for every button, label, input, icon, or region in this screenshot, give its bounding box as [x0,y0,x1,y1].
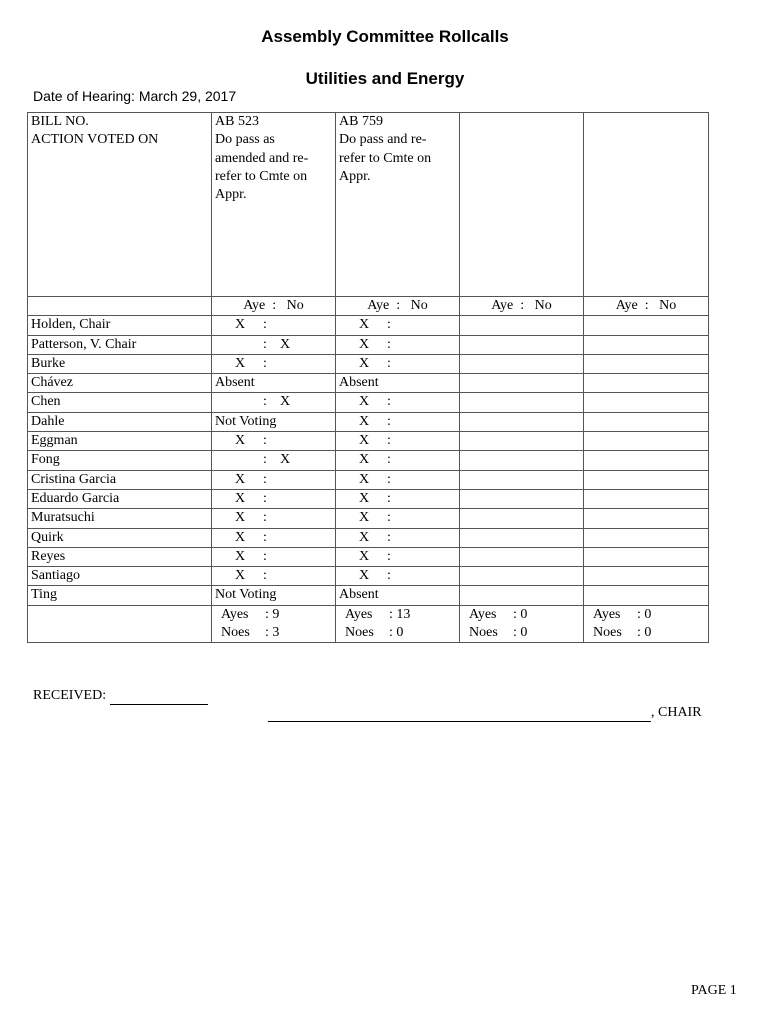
vote-cell [584,489,709,508]
separator: : [263,471,267,487]
vote-cell [336,335,460,354]
separator: : [637,606,641,622]
vote-cell [460,586,584,605]
aye-mark: X [358,355,370,371]
bill-column-header [212,113,336,297]
separator: : [387,317,391,333]
empty-cell [28,297,212,316]
noes-count: 0 [520,625,528,641]
ayes-label: Ayes [469,606,497,622]
aye-mark: X [358,413,370,429]
member-row [28,451,709,470]
member-name: Burke [28,354,212,373]
vote-cell [336,567,460,586]
aye-no-header-row [28,297,709,316]
vote-cell [212,470,336,489]
vote-cell [460,374,584,393]
separator: : [263,490,267,506]
separator: : [263,510,267,526]
vote-marks [212,451,335,469]
vote-cell [336,509,460,528]
vote-cell [212,489,336,508]
member-name: Patterson, V. Chair [28,335,212,354]
vote-cell [584,412,709,431]
separator: : [520,298,525,313]
vote-cell [336,470,460,489]
vote-marks [336,413,459,431]
vote-cell [212,586,336,605]
bill-label-cell [28,113,212,297]
vote-marks [336,336,459,354]
member-row [28,547,709,566]
bill-no-label: BILL NO. [31,114,89,129]
aye-mark: X [234,548,246,564]
received-blank [110,688,208,705]
separator: : [263,548,267,564]
noes-count: 0 [644,625,652,641]
vote-cell [212,393,336,412]
ayes-count: 9 [272,606,280,622]
vote-marks [212,316,335,334]
vote-marks [336,490,459,508]
noes-total [215,624,332,642]
member-row [28,335,709,354]
separator: : [263,529,267,545]
vote-marks [212,548,335,566]
vote-cell [460,547,584,566]
aye-mark: X [358,548,370,564]
bill-header-row [28,113,709,297]
vote-cell [212,567,336,586]
aye-no-header [336,297,460,316]
separator: : [265,606,269,622]
vote-cell [212,412,336,431]
separator: : [387,452,391,468]
chair-label: , CHAIR [651,705,702,720]
separator: : [389,606,393,622]
noes-label: Noes [593,625,622,641]
totals-cell [584,605,709,643]
member-row [28,509,709,528]
separator: : [263,394,267,410]
vote-cell [212,547,336,566]
member-row [28,393,709,412]
member-row [28,432,709,451]
noes-label: Noes [469,625,498,641]
member-name: Chen [28,393,212,412]
aye-no-header [212,297,336,316]
vote-cell [460,335,584,354]
separator: : [387,336,391,352]
aye-label: Aye [615,298,638,313]
hearing-date: Date of Hearing: March 29, 2017 [33,88,237,104]
member-row [28,586,709,605]
vote-cell [460,509,584,528]
vote-status: Not Voting [215,413,277,429]
action-voted-label: ACTION VOTED ON [31,132,159,148]
separator: : [263,336,267,352]
separator: : [644,298,649,313]
no-label: No [659,298,677,313]
vote-status: Not Voting [215,587,277,603]
chair-signature-line [268,705,702,722]
aye-mark: X [358,510,370,526]
vote-cell [336,489,460,508]
member-row [28,528,709,547]
noes-label: Noes [345,625,374,641]
no-label: No [534,298,552,313]
vote-status: Absent [339,375,379,391]
vote-status: Absent [215,375,255,391]
vote-cell [584,509,709,528]
member-row [28,567,709,586]
bill-action: Do pass and re-refer to Cmte on Appr. [339,132,432,184]
member-row [28,412,709,431]
separator: : [387,510,391,526]
separator: : [265,625,269,641]
aye-no-header [460,297,584,316]
vote-cell [460,489,584,508]
member-name: Reyes [28,547,212,566]
bill-column-header [336,113,460,297]
separator: : [387,355,391,371]
aye-mark: X [234,568,246,584]
ayes-total [339,606,456,624]
vote-cell [584,547,709,566]
member-row [28,470,709,489]
vote-cell [212,335,336,354]
ayes-count: 13 [396,606,411,622]
vote-cell [336,528,460,547]
vote-marks [212,567,335,585]
bill-column-header [584,113,709,297]
separator: : [637,625,641,641]
aye-mark: X [358,317,370,333]
member-name: Chávez [28,374,212,393]
noes-label: Noes [221,625,250,641]
totals-row [28,605,709,643]
vote-cell [584,528,709,547]
separator: : [513,606,517,622]
vote-cell [460,354,584,373]
totals-cell [336,605,460,643]
noes-count: 0 [396,625,404,641]
vote-cell [336,393,460,412]
aye-no-header [584,297,709,316]
member-name: Fong [28,451,212,470]
received-label: RECEIVED: [33,688,107,703]
vote-marks [336,355,459,373]
no-mark: X [279,336,291,352]
noes-total [339,624,456,642]
vote-status: Absent [339,587,379,603]
separator: : [272,298,277,313]
vote-cell [460,393,584,412]
vote-cell [460,316,584,335]
separator: : [263,317,267,333]
vote-cell [336,316,460,335]
aye-mark: X [234,317,246,333]
no-label: No [410,298,428,313]
member-row [28,489,709,508]
ayes-count: 0 [520,606,528,622]
ayes-label: Ayes [221,606,249,622]
vote-cell [584,470,709,489]
aye-mark: X [234,433,246,449]
separator: : [513,625,517,641]
member-name: Santiago [28,567,212,586]
separator: : [387,394,391,410]
aye-mark: X [234,510,246,526]
member-name: Holden, Chair [28,316,212,335]
ayes-count: 0 [644,606,652,622]
separator: : [263,568,267,584]
vote-marks [212,393,335,411]
member-row [28,374,709,393]
vote-marks [212,509,335,527]
rollcall-table [27,112,709,643]
vote-marks [212,336,335,354]
vote-marks [212,432,335,450]
ayes-total [587,606,705,624]
aye-label: Aye [367,298,390,313]
vote-marks [336,529,459,547]
vote-cell [212,354,336,373]
no-label: No [286,298,304,313]
bill-action: Do pass as amended and re-refer to Cmte on Appr. [215,132,309,203]
vote-cell [584,316,709,335]
vote-marks [336,316,459,334]
separator: : [389,625,393,641]
member-name: Quirk [28,528,212,547]
vote-cell [584,432,709,451]
vote-cell [336,354,460,373]
vote-cell [584,374,709,393]
aye-label: Aye [491,298,514,313]
member-name: Dahle [28,412,212,431]
committee-name: Utilities and Energy [305,69,465,88]
vote-cell [212,451,336,470]
aye-mark: X [358,394,370,410]
aye-mark: X [358,529,370,545]
bill-number: AB 523 [215,114,259,129]
vote-cell [336,374,460,393]
separator: : [396,298,401,313]
separator: : [387,413,391,429]
vote-cell [584,451,709,470]
ayes-label: Ayes [345,606,373,622]
separator: : [263,433,267,449]
separator: : [263,452,267,468]
vote-cell [212,316,336,335]
vote-cell [336,432,460,451]
separator: : [387,471,391,487]
vote-cell [584,335,709,354]
vote-marks [336,393,459,411]
aye-mark: X [358,336,370,352]
aye-mark: X [234,471,246,487]
member-name: Ting [28,586,212,605]
vote-cell [460,412,584,431]
vote-cell [584,586,709,605]
noes-count: 3 [272,625,280,641]
separator: : [387,568,391,584]
ayes-label: Ayes [593,606,621,622]
aye-mark: X [358,490,370,506]
separator: : [387,433,391,449]
noes-total [587,624,705,642]
vote-cell [460,451,584,470]
vote-cell [336,412,460,431]
vote-cell [460,432,584,451]
totals-cell [460,605,584,643]
totals-cell [212,605,336,643]
no-mark: X [279,394,291,410]
vote-cell [336,451,460,470]
received-line [33,688,208,705]
chair-signature-blank [268,705,651,722]
vote-cell [460,528,584,547]
vote-cell [460,470,584,489]
vote-cell [584,393,709,412]
vote-marks [336,451,459,469]
bill-number: AB 759 [339,114,383,129]
aye-mark: X [358,471,370,487]
vote-marks [336,471,459,489]
vote-cell [212,374,336,393]
vote-marks [212,355,335,373]
vote-cell [584,567,709,586]
no-mark: X [279,452,291,468]
aye-mark: X [358,452,370,468]
vote-marks [212,529,335,547]
vote-marks [212,490,335,508]
vote-marks [336,432,459,450]
member-name: Cristina Garcia [28,470,212,489]
empty-cell [28,605,212,643]
aye-mark: X [234,355,246,371]
vote-cell [212,432,336,451]
ayes-total [215,606,332,624]
separator: : [263,355,267,371]
member-name: Eggman [28,432,212,451]
member-name: Eduardo Garcia [28,489,212,508]
noes-total [463,624,580,642]
member-name: Muratsuchi [28,509,212,528]
separator: : [387,490,391,506]
member-row [28,354,709,373]
separator: : [387,529,391,545]
separator: : [387,548,391,564]
vote-cell [584,354,709,373]
vote-cell [336,586,460,605]
vote-marks [336,509,459,527]
aye-mark: X [358,433,370,449]
aye-mark: X [234,490,246,506]
ayes-total [463,606,580,624]
aye-label: Aye [243,298,266,313]
vote-cell [212,528,336,547]
vote-marks [336,548,459,566]
vote-marks [336,567,459,585]
document-title: Assembly Committee Rollcalls [261,27,509,46]
member-row [28,316,709,335]
vote-cell [336,547,460,566]
page-number: PAGE 1 [691,983,737,998]
vote-cell [460,567,584,586]
bill-column-header [460,113,584,297]
aye-mark: X [234,529,246,545]
vote-marks [212,471,335,489]
vote-cell [212,509,336,528]
aye-mark: X [358,568,370,584]
